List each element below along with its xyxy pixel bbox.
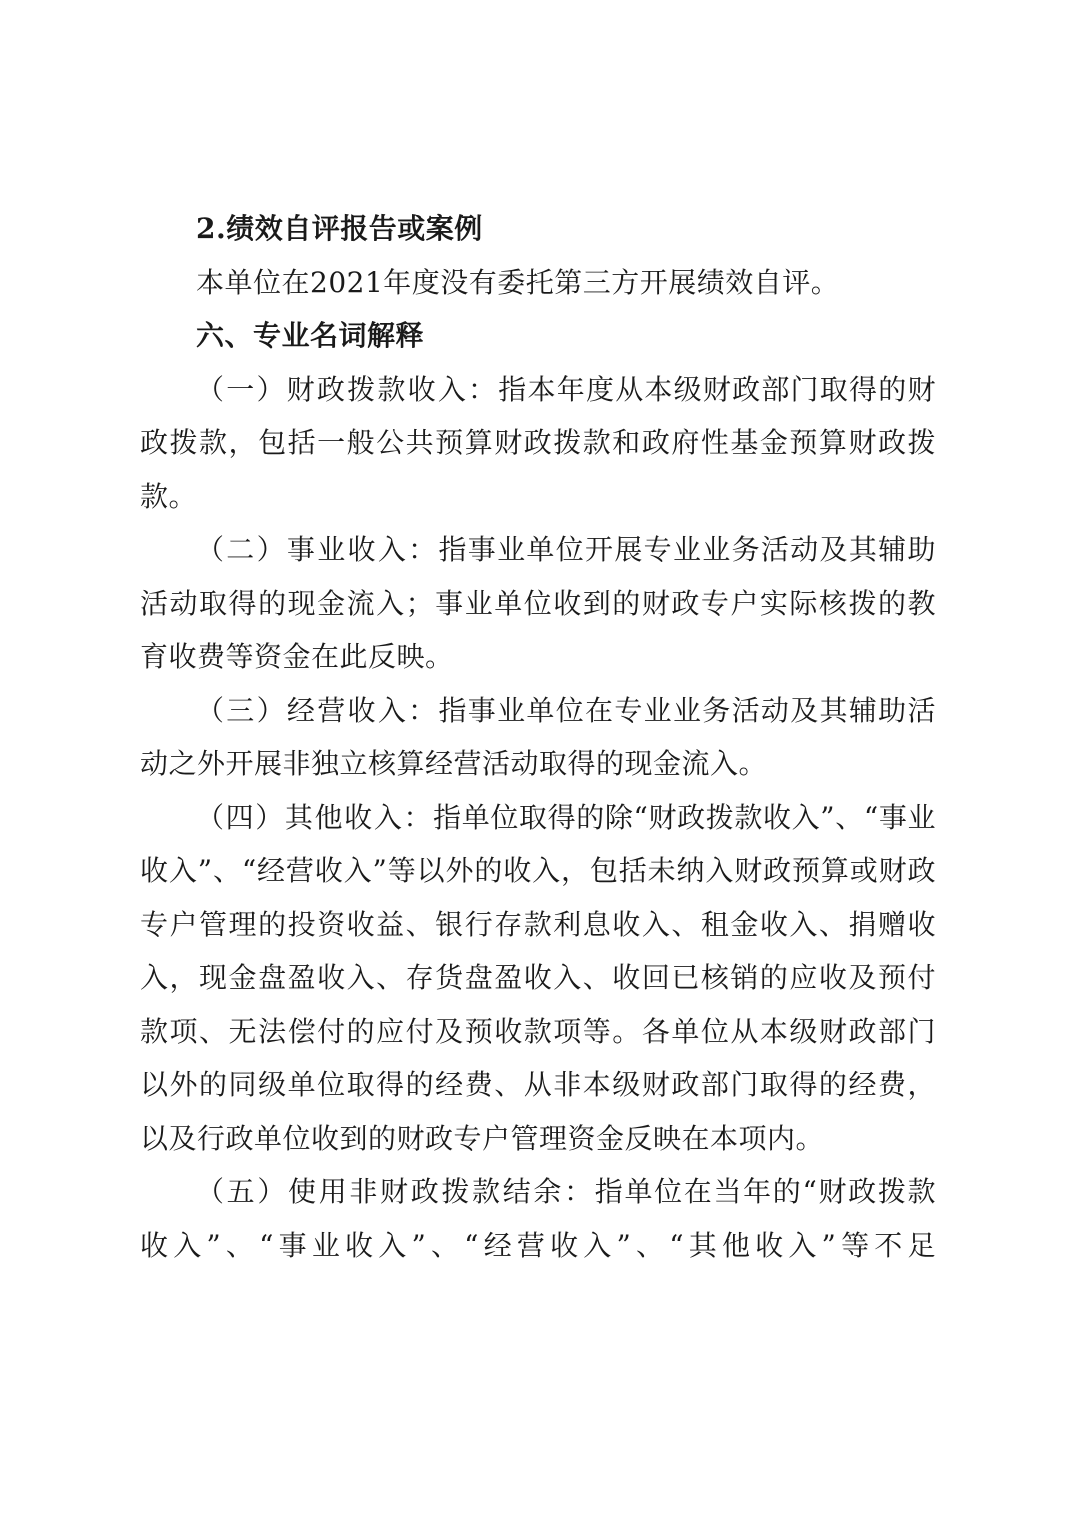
glossary-item-other-income bbox=[140, 791, 936, 1166]
glossary-item-non-fiscal-surplus bbox=[140, 1165, 936, 1272]
glossary-item-operating-income bbox=[140, 684, 936, 791]
glossary-definition: 指本年度从本级财政部门取得的财政拨款，包括一般公共预算财政拨款和政府性基金预算财政拨款。 bbox=[140, 372, 936, 513]
glossary-term: （五）使用非财政拨款结余： bbox=[196, 1175, 595, 1208]
glossary-term: （一）财政拨款收入： bbox=[196, 372, 499, 406]
section-heading-glossary bbox=[140, 309, 936, 363]
heading-text: 六、专业名词解释 bbox=[196, 319, 425, 352]
glossary-definition: 指事业单位开展专业业务活动及其辅助活动取得的现金流入；事业单位收到的财政专户实际核拨的教育收费等资金在此反映。 bbox=[140, 533, 936, 673]
document-body bbox=[140, 202, 936, 1272]
glossary-definition: 指单位在当年的“财政拨款收入”、“事业收入”、“经营收入”、“其他收入”等不足 bbox=[140, 1175, 936, 1262]
glossary-definition: 指事业单位在专业业务活动及其辅助活动之外开展非独立核算经营活动取得的现金流入。 bbox=[140, 693, 936, 780]
glossary-term: （二）事业收入： bbox=[196, 533, 439, 566]
paragraph-self-evaluation bbox=[140, 256, 936, 310]
glossary-term: （三）经营收入： bbox=[196, 693, 439, 727]
paragraph-text: 本单位在2021年度没有委托第三方开展绩效自评。 bbox=[196, 265, 840, 299]
glossary-term: （四）其他收入： bbox=[196, 800, 434, 834]
heading-text: 2.绩效自评报告或案例 bbox=[196, 212, 483, 245]
glossary-definition: 指单位取得的除“财政拨款收入”、“事业收入”、“经营收入”等以外的收入，包括未纳入财政预算或财政专户管理的投资收益、银行存款利息收入、租金收入、捐赠收入，现金盘盈收入、存货盘盈收入、收回已核销的应收及预付款项、无法偿付的应付及预收款项等。各单位从本级财政部门以外的同级单位取得的经费、从非本级财政部门取得的经费，以及行政单位收到的财政专户管理资金反映在本项内。 bbox=[140, 800, 936, 1155]
glossary-item-fiscal-appropriation-income bbox=[140, 363, 936, 524]
glossary-item-business-income bbox=[140, 523, 936, 684]
section-heading-performance-report bbox=[140, 202, 936, 256]
